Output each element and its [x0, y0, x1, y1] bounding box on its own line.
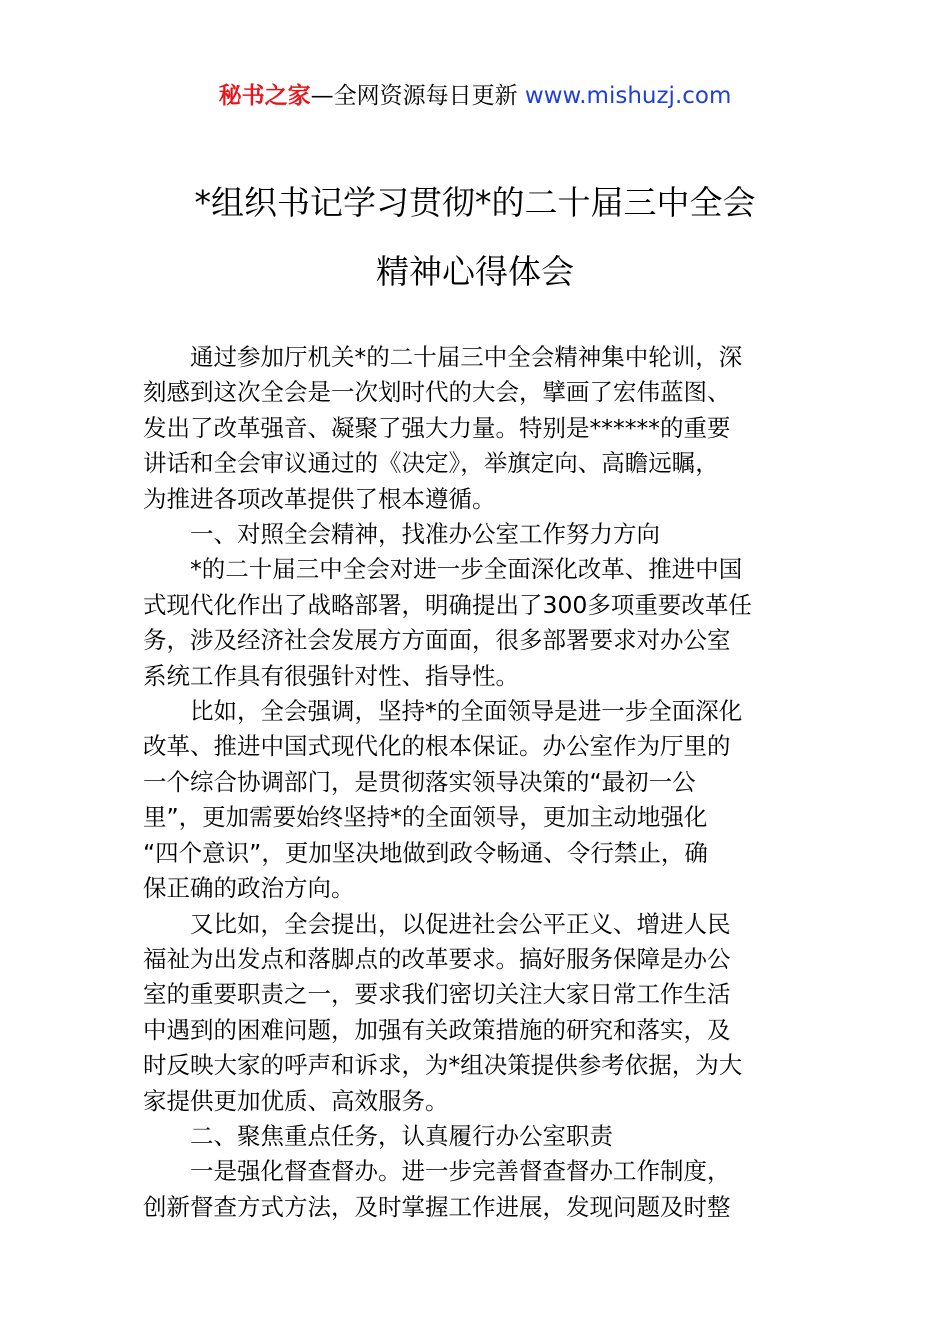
site-header [0, 78, 950, 114]
site-url-link[interactable]: www.mishuzj.com [524, 83, 732, 109]
document-body [143, 340, 807, 1225]
paragraph-supervision: 一是强化督查督办。进一步完善督查督办工作制度， 创新督查方式方法，及时掌握工作进展，发现问题及时整 [143, 1157, 731, 1221]
section-heading-2: 二、聚焦重点任务，认真履行办公室职责 [190, 1121, 613, 1150]
paragraph-plenum-deployment: *的二十届三中全会对进一步全面深化改革、推进中国 式现代化作出了战略部署，明确提出了300多项重要改革任 务，涉及经济社会发展方方面面，很多部署要求对办公室 系统工作具有很强针对性、指导性。 [143, 555, 752, 690]
paragraph-intro: 通过参加厅机关*的二十届三中全会精神集中轮训，深 刻感到这次全会是一次划时代的大会，擘画了宏伟蓝图、 发出了改革强音、凝聚了强大力量。特别是******的重要 讲话和全会审议通过的《决定》，举旗定向、高瞻远瞩， 为推进各项改革提供了根本遵循。 [143, 343, 743, 513]
site-tagline: —全网资源每日更新 [310, 83, 525, 109]
paragraph-example-leadership: 比如，全会强调，坚持*的全面领导是进一步全面深化 改革、推进中国式现代化的根本保证。办公室作为厅里的 一个综合协调部门，是贯彻落实领导决策的“最初一公 里”，更加需要始终坚持*的全面领导，更加主动地强化 “四个意识”，更加坚决地做到政令畅通、令行禁止，确 保正确的政治方向。 [143, 697, 743, 903]
document-title-line-1: *组织书记学习贯彻*的二十届三中全会 [194, 183, 756, 222]
paragraph-example-welfare: 又比如，全会提出，以促进社会公平正义、增进人民 福祉为出发点和落脚点的改革要求。搞好服务保障是办公 室的重要职责之一，要求我们密切关注大家日常工作生活 中遇到的困难问题，加强有关政策措施的研究和落实，及 时反映大家的呼声和诉求，为*组决策提供参考依据，为大 家提供更加优质、高效服务。 [143, 909, 743, 1115]
site-brand: 秘书之家 [218, 83, 311, 109]
document-title-line-2: 精神心得体会 [376, 252, 574, 291]
section-heading-1: 一、对照全会精神，找准办公室工作努力方向 [190, 520, 660, 549]
